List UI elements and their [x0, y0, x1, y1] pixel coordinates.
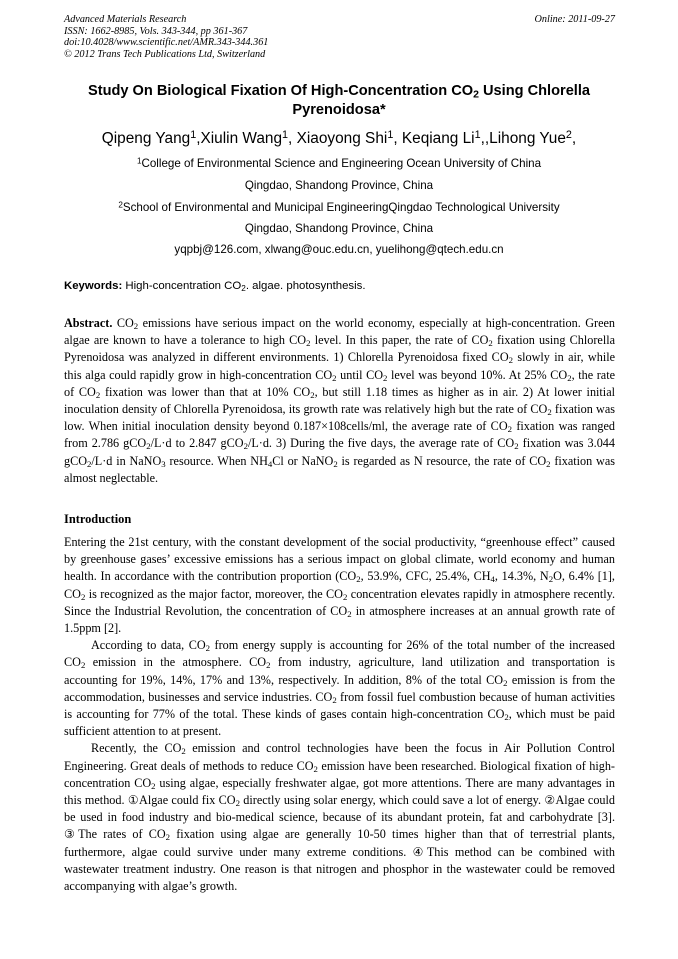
affiliation-2-location: Qingdao, Shandong Province, China	[244, 222, 434, 235]
intro-paragraph-1: Entering the 21st century, with the constant development of the social productivity, “greenhouse effect” caused by greenhouse gases’ excessive emissions has a serious impact on global climate, world economy and human health. In accordance with the contribution proportion ($CO_2$, 53.9%, CFC, 25.4%, $CH_4$, 14.3%, $N_2O$, 6.4% [1], $CO_2$ is recognized as the major factor, moreover, the $CO_2$ concentration elevates rapidly in atmosphere recently. Since the Industrial Revolution, the concentration of $CO_2$ in atmosphere increases at an annual growth rate of 1.5ppm [2].	[64, 535, 616, 636]
introduction-heading: Introduction	[64, 512, 132, 526]
author-list: Qipeng Yang$^1$,Xiulin Wang$^1$, Xiaoyong Shi$^1$, Keqiang Li$^1$,,Lihong Yue$^2$,	[101, 129, 577, 147]
affiliation-1: $^1$College of Environmental Science and Engineering Ocean University of China	[136, 156, 542, 170]
abstract: Abstract. $CO_2$ emissions have serious impact on the world economy, especially at high-concentration. Green algae are known to have a tolerance to high $CO_2$ level. In this paper, the rate of $CO_2$ fixation using Chlorella Pyrenoidosa was analyzed in different environments. 1) Chlorella Pyrenoidosa fixed $CO_2$ slowly in air, while this alga could rapidly grow in high-concentration $CO_2$ until $CO_2$ level was beyond 10%. At 25% $CO_2$, the rate of $CO_2$ fixation was lower than that at 10% $CO_2$, but still 1.18 times as higher as in air. 2) At lower initial inoculation density of Chlorella Pyrenoidosa, its growth rate was relatively high but the rate of $CO_2$ fixation was low. When initial inoculation density beyond 0.187×108cells/ml, the average rate of $CO_2$ fixation was ranged from 2.786 gCO$_2$/L·d to 2.847 gCO$_2$/L·d. 3) During the five days, the average rate of $CO_2$ fixation was 3.044 gCO$_2$/L·d in NaNO$_3$ resource. When $NH_4Cl$ or NaNO$_2$ is regarded as N resource, the rate of $CO_2$ fixation was almost neglectable.	[64, 316, 616, 485]
online-date: Online: 2011-09-27	[534, 14, 615, 25]
introduction-body	[64, 534, 615, 895]
journal-name: Advanced Materials Research	[64, 14, 187, 25]
affiliation-2: $^2$School of Environmental and Municipal EngineeringQingdao Technological University	[118, 200, 560, 214]
intro-paragraph-3: Recently, the $CO_2$ emission and control technologies have been the focus in Air Pollution Control Engineering. Great deals of methods to reduce $CO_2$ emission have been researched. Biological fixation of high-concentration $CO_2$ using algae, especially freshwater algae, got more attentions. There are many advantages in this method. ①Algae could fix $CO_2$ directly using solar energy, which could save a lot of energy. ②Algae could be used in food industry and bio-medical science, because of its abundant protein, fat and carbohydrate [3]. ③The rates of $CO_2$ fixation using algae are generally 10-50 times higher than that of terrestrial plants, furthermore, algae could survive under many extreme conditions. ④This method can be combined with wastewater treatment industry. One reason is that nitrogen and phosphor in the wastewater could be removed accompanying with algae’s growth.	[64, 741, 615, 894]
keywords: Keywords: High-concentration $CO_2$. algae. photosynthesis.	[64, 280, 366, 294]
keywords-label: Keywords:	[64, 280, 123, 292]
copyright-line: © 2012 Trans Tech Publications Ltd, Switzerland	[64, 48, 266, 60]
author-emails: yqpbj@126.com, xlwang@ouc.edu.cn, yuelihong@qtech.edu.cn	[174, 243, 504, 256]
paper-title: Study On Biological Fixation Of High-Concentration $CO_2$ Using Chlorella Pyrenoidosa*	[87, 83, 591, 118]
affiliation-1-location: Qingdao, Shandong Province, China	[244, 179, 434, 192]
intro-paragraph-2: According to data, $CO_2$ from energy supply is accounting for 26% of the total number of the increased $CO_2$ emission in the atmosphere. $CO_2$ from industry, agriculture, land utilization and transportation is accounting for 19%, 14%, 17% and 13%, respectively. In addition, 8% of the total $CO_2$ emission is from the accommodation, businesses and service industries. $CO_2$ from fossil fuel combustion because of human activities is accounting for 77% of the total. These kinds of gases contain high-concentration $CO_2$, which must be paid sufficient attention to at present.	[64, 638, 616, 739]
doi-line: doi:10.4028/www.scientific.net/AMR.343-344.361	[64, 37, 269, 49]
journal-header	[64, 14, 268, 60]
abstract-label: Abstract.	[64, 316, 113, 330]
issn-line: ISSN: 1662-8985, Vols. 343-344, pp 361-367	[64, 25, 248, 37]
